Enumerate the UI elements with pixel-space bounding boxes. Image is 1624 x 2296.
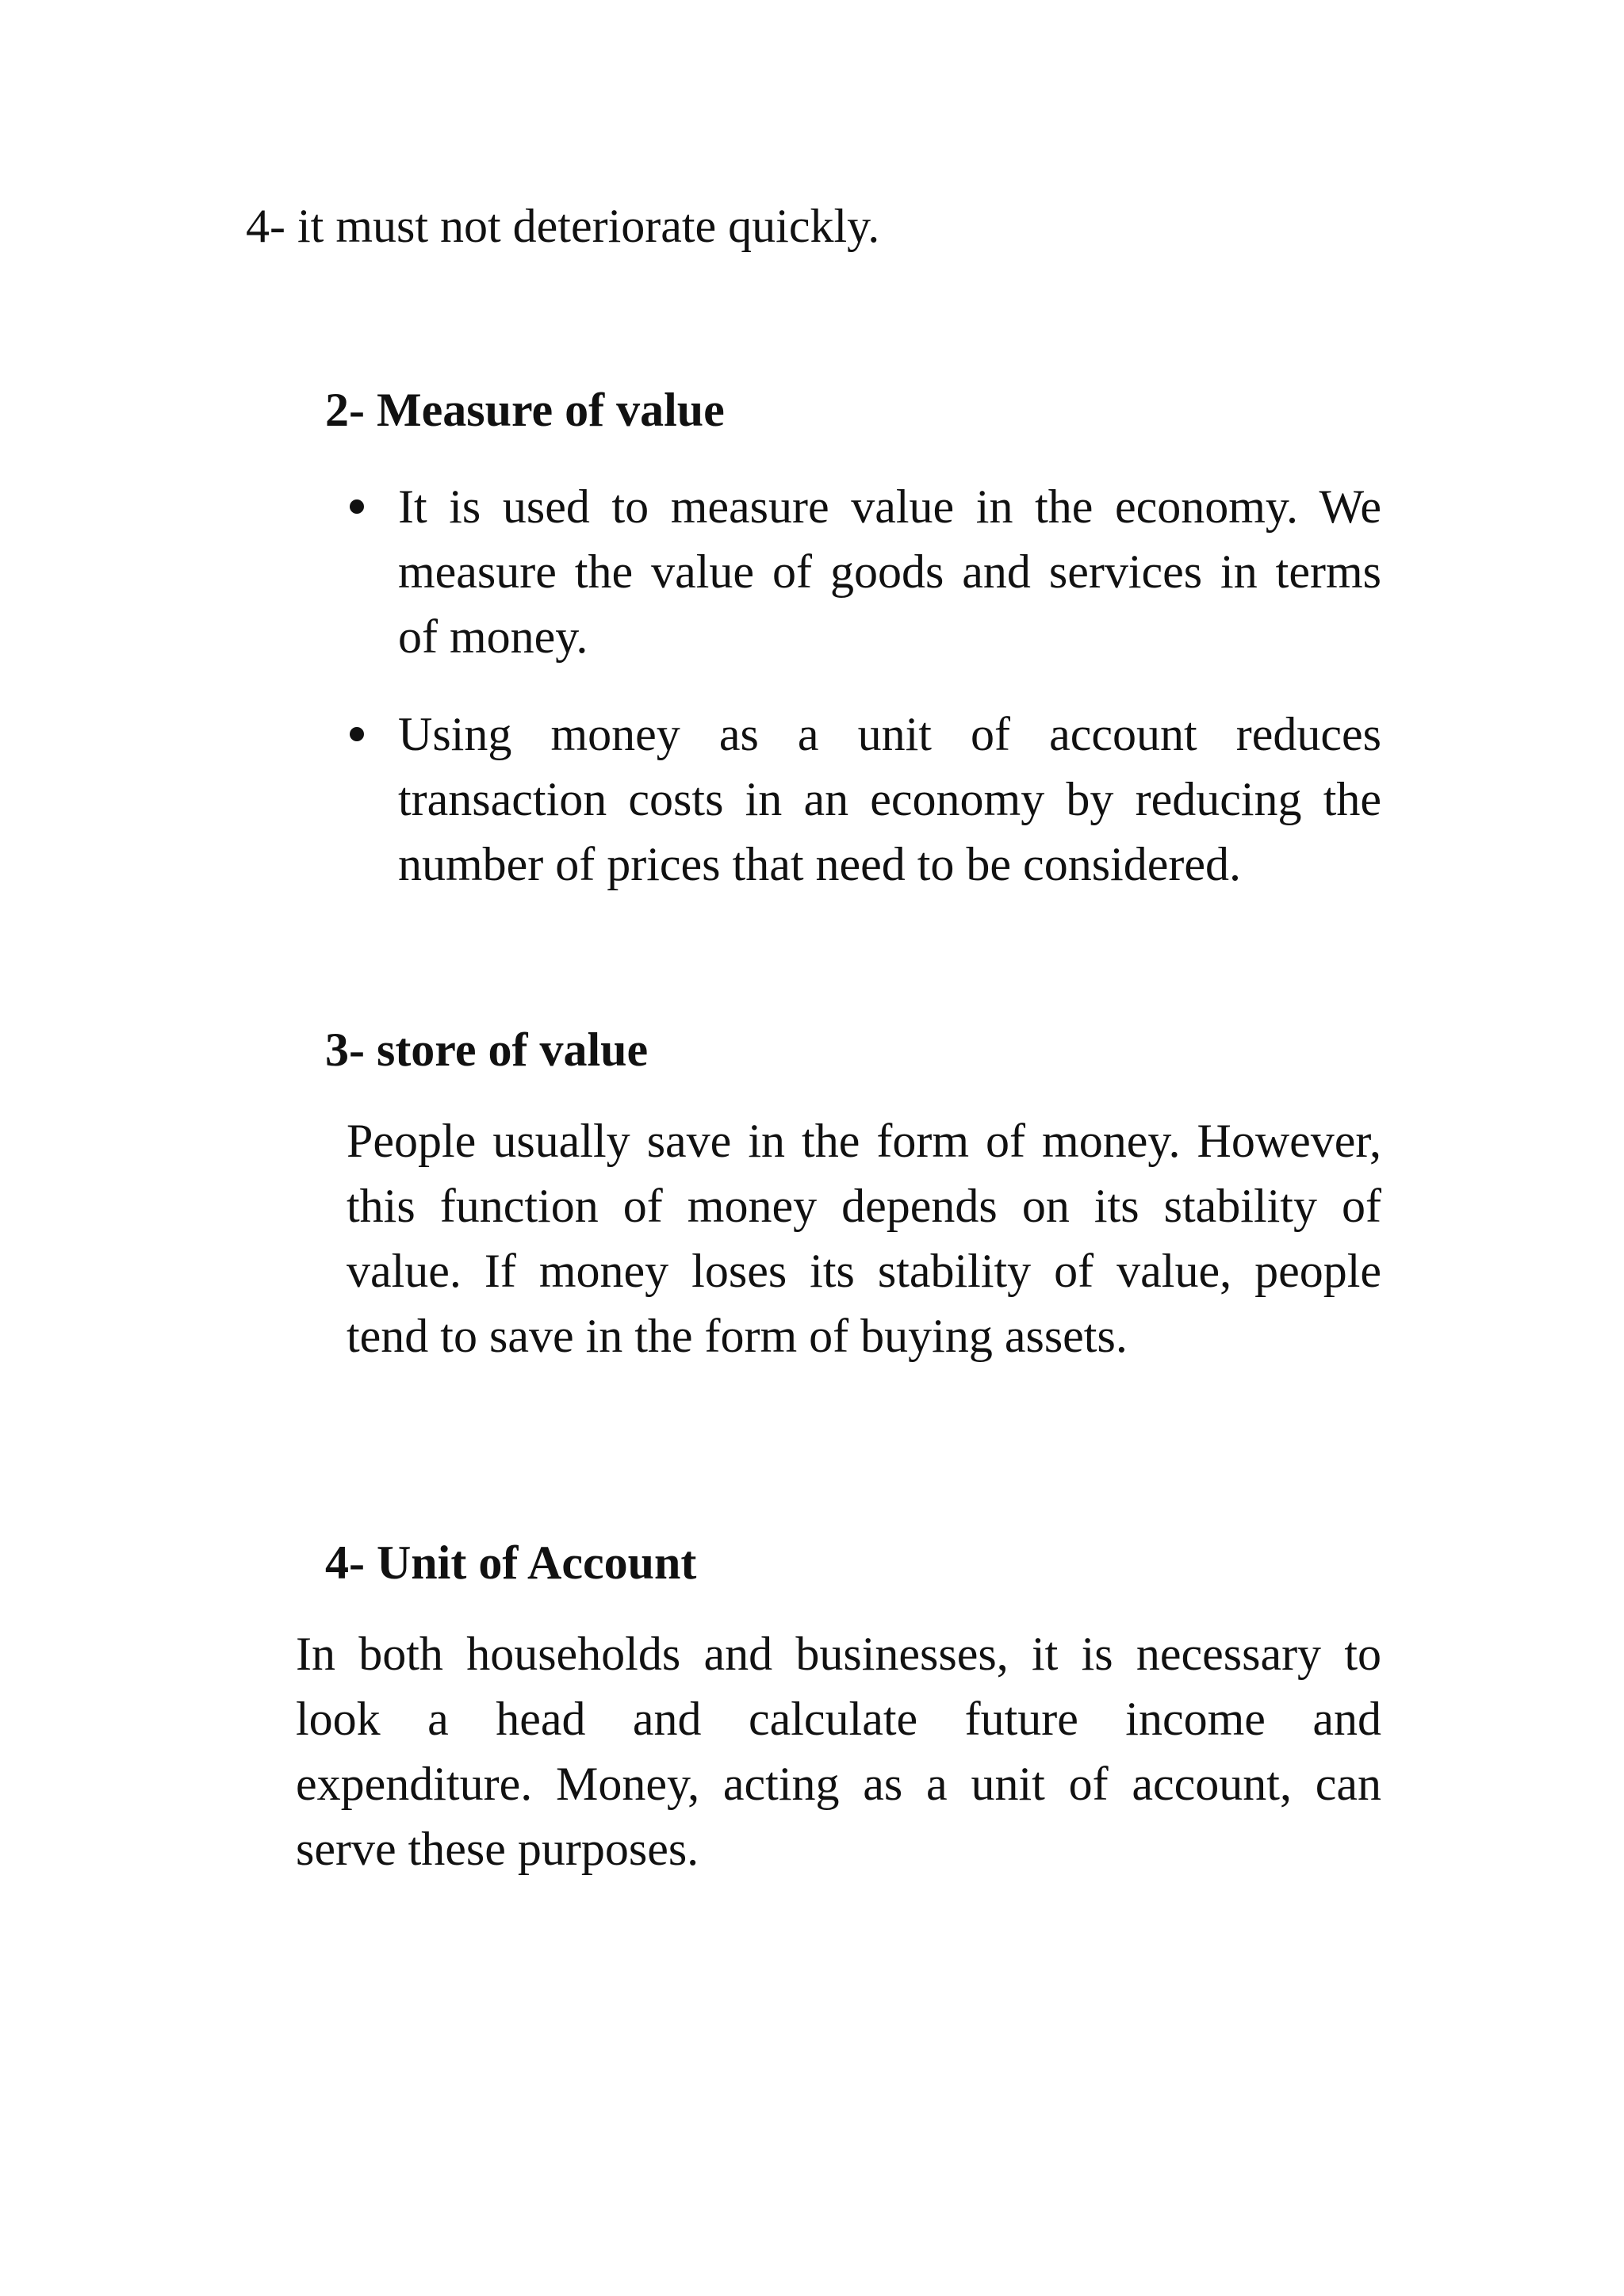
unit-of-account-paragraph: In both households and businesses, it is necessary to look a head and calculate future income and expenditure. Money, acting as a unit of account, can serve these purposes. [296, 1628, 1381, 1875]
bullet-dot-icon [350, 727, 364, 741]
bullet-text: It is used to measure value in the economy. We measure the value of goods and services in terms of money. [398, 480, 1381, 663]
intro-line: 4- it must not deteriorate quickly. [246, 200, 880, 252]
section-heading-measure-of-value: 2- Measure of value [325, 384, 725, 436]
store-of-value-paragraph: People usually save in the form of money. However, this function of money depends on its stability of value. If money loses its stability of value, people tend to save in the form of buying assets. [347, 1115, 1381, 1362]
bullet-text: Using money as a unit of account reduces transaction costs in an economy by reducing the number of prices that need to be considered. [398, 708, 1381, 890]
section-heading-unit-of-account: 4- Unit of Account [325, 1536, 697, 1589]
section-heading-store-of-value: 3- store of value [325, 1024, 649, 1076]
bullet-dot-icon [350, 499, 364, 514]
